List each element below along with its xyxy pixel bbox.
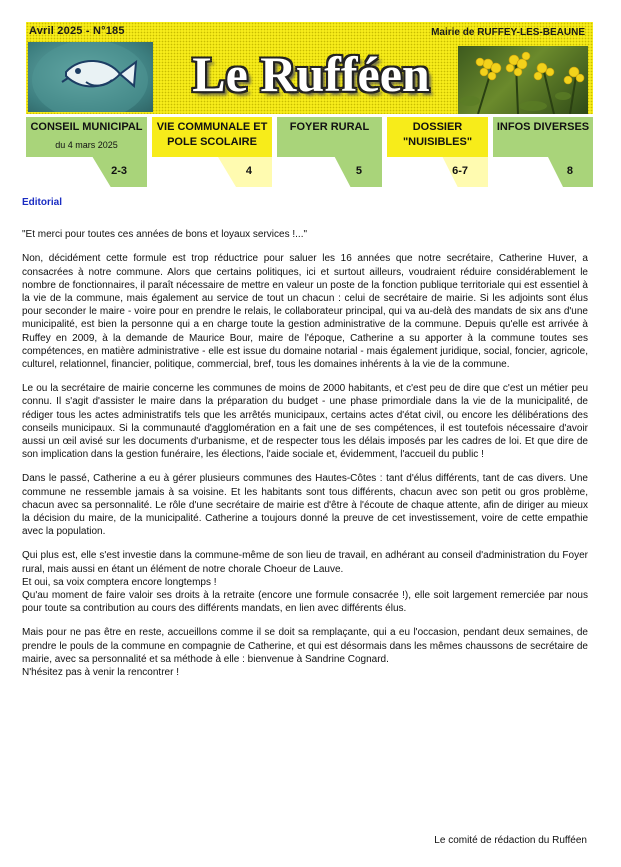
- tab-title-line-2: "NUISIBLES": [402, 136, 473, 148]
- tab-footer: [152, 157, 272, 187]
- tab-page-number: 5: [355, 165, 362, 177]
- tab-page-number: 4: [245, 165, 252, 177]
- editorial-paragraph: Dans le passé, Catherine a eu à gérer plusieurs communes des Hautes-Côtes : tant d'élus différents, tant de cas divers. Une commune ne ressemble jamais à sa voisine. Et les habitants sont tous différents, chacun avec son petit ou gros problème, chacun avec sa personnalité. Le rôle d'une secrétaire de mairie est d'être à l'écoute de chaque attente, afin de diriger au mieux la décision du maire, de la municipalité. Catherine a toujours donné la preuve de cet investissement, voire de cette empathie avec la population.: [22, 473, 588, 538]
- tab-title: FOYER RURAL: [289, 121, 370, 133]
- tab-footer: [26, 157, 147, 187]
- editorial-paragraph: Le ou la secrétaire de mairie concerne les communes de moins de 2000 habitants, et c'est peu de dire que c'est un métier peu connu. Il s'agit d'assister le maire dans la préparation du budget - une phase primordiale dans la vie de la municipalité, de rédiger tous les actes administratifs tels que les arrêtés municipaux, certains actes d'état civil, ou encore les délibérations des conseils municipaux. Si la communauté d'agglomération en a fait une de ses compétences, il est toutefois nécessaire d'avoir aussi un œil avisé sur les documents d'urbanisme, et de respecter tous les délais imposés par les cadres de loi. Et que dire de son implication dans la gestion funéraire, les élections, l'aide sociale et, évidemment, l'accueil du public !: [22, 383, 588, 461]
- editorial-paragraph: Mais pour ne pas être en reste, accueillons comme il se doit sa remplaçante, qui a eu l'occasion, pendant deux semaines, de prendre le pouls de la commune en compagnie de Catherine, et qui est désormais dans les mêmes chaussons de secrétaire de mairie, avec sa personnalité et sa méthode à elle : bienvenue à Sandrine Cognard. N'hésitez pas à venir la rencontrer !: [22, 627, 588, 679]
- tab-page-number: 6-7: [452, 165, 468, 177]
- tab-title-line-2: POLE SCOLAIRE: [167, 136, 257, 148]
- tab-footer: [277, 157, 382, 187]
- tab-label: [152, 117, 272, 157]
- editorial-signature: Le comité de rédaction du Rufféen: [434, 835, 587, 846]
- editorial-paragraph: Qui plus est, elle s'est investie dans la commune-même de son lieu de travail, en adhérant au conseil d'administration du Foyer rural, mais aussi en étant un élément de notre chorale Choeur de Lauve. Et oui, sa voix comptera encore longtemps ! Qu'au moment de faire valoir ses droits à la retraite (encore une formule consacrée !), elle soit largement remerciée par nous pour toute sa contribution au cours des différents mandats, en lien avec différents élus.: [22, 550, 588, 615]
- tab-footer: [493, 157, 593, 187]
- editorial-heading: Editorial: [22, 197, 63, 208]
- issue-number: Avril 2025 - N°185: [29, 25, 125, 37]
- editorial-paragraph: Non, décidément cette formule est trop réductrice pour saluer les 16 années que notre secrétaire, Catherine Huver, a consacrées à notre commune. Alors que certains politiques, ici et surtout ailleurs, voudraient réduire considérablement le nombre de fonctionnaires, il paraît nécessaire de mettre en valeur un poste de la fonction publique territoriale qui est essentiel à la vie de la commune, mais également au service de tout un chacun : celui de secrétaire de mairie. Si les adjoints sont élus pour seconder le maire - voire pour en prendre le relais, le collaborateur principal, qui va au-delà des mandats de six ans d'une municipalité, est bien la personne qui a en charge toute la gestion administrative de la commune. Depuis qu'elle est arrivée à Ruffey en 2009, à la demande de Maurice Bour, maire de l'époque, Catherine a su apporter à la commune toutes ses compétences, en matière administrative - elle est issue du domaine notarial - mais également juridique, social, foncier, agricole, culturel, relationnel, financier, politique, commercial, bref, tous les domaines inhérents à la vie de la commune.: [22, 253, 588, 371]
- section-tabs: [26, 117, 593, 187]
- tab-infos-diverses[interactable]: [493, 117, 593, 187]
- masthead: [26, 22, 593, 114]
- tab-label: [493, 117, 593, 157]
- town-hall-name: Mairie de RUFFEY-LES-BEAUNE: [431, 27, 585, 38]
- tab-title: VIE COMMUNALE ET: [156, 121, 268, 133]
- editorial-article: [22, 196, 588, 690]
- tab-title: INFOS DIVERSES: [496, 121, 590, 133]
- cowslip-flowers-photo: [458, 46, 588, 114]
- tab-page-number: 8: [566, 165, 573, 177]
- newsletter-title: Le Rufféen: [192, 46, 430, 102]
- tab-page-number: 2-3: [111, 165, 127, 177]
- tab-conseil-municipal[interactable]: [26, 117, 147, 187]
- tab-label: [277, 117, 382, 157]
- tab-vie-communale[interactable]: [152, 117, 272, 187]
- tab-title: CONSEIL MUNICIPAL: [30, 121, 143, 133]
- tab-dossier-nuisibles[interactable]: [387, 117, 488, 187]
- tab-label: [26, 117, 147, 157]
- tab-title: DOSSIER: [412, 121, 463, 133]
- tab-footer: [387, 157, 488, 187]
- fish-logo-photo: [28, 42, 153, 112]
- editorial-paragraph: "Et merci pour toutes ces années de bons et loyaux services !...": [22, 229, 308, 241]
- tab-subtitle: du 4 mars 2025: [55, 140, 118, 150]
- tab-foyer-rural[interactable]: [277, 117, 382, 187]
- tab-label: [387, 117, 488, 157]
